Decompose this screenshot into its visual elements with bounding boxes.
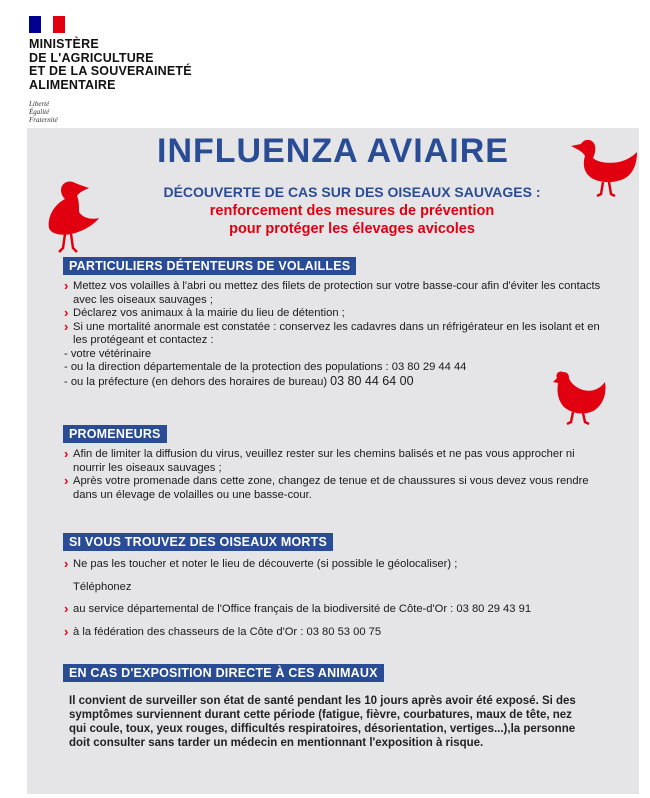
ministry-line: DE L'AGRICULTURE [29, 50, 154, 65]
list-item: › Après votre promenade dans cette zone, changez de tenue et de chaussures si vous devez vous rendre dans un élevage de volailles ou une basse-cour. [64, 475, 609, 502]
section-heading-exposition: EN CAS D'EXPOSITION DIRECTE À CES ANIMAUX [63, 664, 384, 682]
paragraph-line: symptômes surviennent durant cette période (fatigue, fièvre, courbatures, maux de tête, nez [69, 709, 572, 721]
promeneurs-list [64, 448, 609, 502]
poster-subline: renforcement des mesures de prévention [209, 203, 495, 219]
oiseaux-morts-list [64, 558, 624, 639]
list-item: › Si une mortalité anormale est constatée : conservez les cadavres dans un réfrigérateur en les isolant et en les protégeant et contactez : [64, 321, 609, 348]
list-item: › Mettez vos volailles à l'abri ou mettez des filets de protection sur votre basse-cour afin d'éviter les contacts avec les oiseaux sauvages ; [64, 280, 609, 307]
seagull-icon [41, 176, 101, 254]
list-item: › à la fédération des chasseurs de la Côte d'Or : 03 80 53 00 75 [64, 626, 624, 640]
prefecture-text: - ou la préfecture (en dehors des horaires de bureau) [64, 375, 331, 388]
motto-line: Liberté [29, 100, 50, 108]
poster-subline: pour protéger les élevages avicoles [229, 221, 475, 237]
prefecture-phone: 03 80 44 64 00 [330, 373, 414, 388]
flag-blue-band [29, 16, 41, 33]
particuliers-list [64, 280, 609, 389]
paragraph-line: Il convient de surveiller son état de santé pendant les 10 jours après avoir été exposé. Si des [69, 695, 576, 707]
list-item: › au service départemental de l'Office français de la biodiversité de Côte-d'Or : 03 80 29 43 91 [64, 603, 624, 617]
exposition-paragraph [69, 694, 614, 750]
telephonez-label: Téléphonez [73, 580, 132, 593]
paragraph-line: doit consulter sans tarder un médecin en mentionnant l'exposition à risque. [69, 737, 484, 749]
ministry-line: MINISTÈRE [29, 37, 99, 51]
poster-panel [27, 128, 639, 794]
contact-line: - votre vétérinaire [64, 347, 152, 360]
ministry-line: ALIMENTAIRE [29, 77, 116, 92]
header [0, 0, 650, 130]
list-item: › Afin de limiter la diffusion du virus, veuillez rester sur les chemins balisés et ne pas vous approcher ni nourrir les oiseaux sauvages ; [64, 448, 609, 475]
duck-icon [567, 136, 639, 198]
paragraph-line: qui coule, toux, yeux rouges, difficultés respiratoires, désorientation, vertiges...),la personne [69, 723, 576, 735]
list-item: › Ne pas les toucher et noter le lieu de découverte (si possible le géolocaliser) ; [64, 558, 624, 572]
flag-red-band [53, 16, 65, 33]
poster-subtitle: DÉCOUVERTE DE CAS SUR DES OISEAUX SAUVAGES : [163, 184, 541, 200]
ministry-name [29, 38, 192, 92]
flag-white-band [41, 16, 53, 33]
republic-motto [29, 100, 58, 124]
section-heading-promeneurs: PROMENEURS [63, 425, 167, 443]
poster-title: INFLUENZA AVIAIRE [157, 132, 509, 170]
ministry-line: ET DE LA SOUVERAINETÉ [29, 64, 192, 78]
motto-line: Égalité [29, 108, 50, 116]
section-heading-particuliers: PARTICULIERS DÉTENTEURS DE VOLAILLES [63, 257, 356, 275]
french-flag-logo [29, 16, 65, 33]
section-heading-oiseaux-morts: SI VOUS TROUVEZ DES OISEAUX MORTS [63, 533, 333, 551]
motto-line: Fraternité [29, 116, 58, 124]
contact-line-prefecture [64, 375, 609, 390]
list-item: › Déclarez vos animaux à la mairie du lieu de détention ; [64, 307, 609, 321]
contact-line: - ou la direction départementale de la protection des populations : 03 80 29 44 44 [64, 361, 467, 373]
